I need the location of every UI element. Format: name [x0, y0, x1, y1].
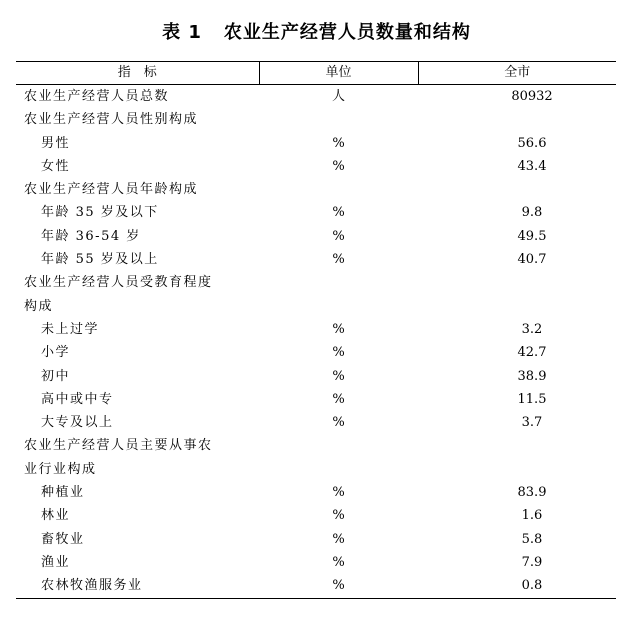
row-value: 3.7	[521, 415, 543, 431]
row-value: 43.4	[517, 158, 547, 174]
row-indicator: 农业生产经营人员性别构成	[24, 112, 199, 128]
header-unit: 单位	[259, 62, 418, 85]
row-indicator: 男性	[41, 135, 71, 151]
row-unit	[259, 458, 418, 481]
table-row	[16, 388, 616, 411]
table-row	[16, 225, 616, 248]
row-indicator: 年龄 35 岁及以下	[41, 205, 159, 221]
table-row	[16, 108, 616, 131]
table-row	[16, 528, 616, 551]
row-unit: 人	[331, 89, 345, 104]
row-unit: %	[259, 574, 418, 598]
table-row	[16, 481, 616, 504]
table-row	[16, 434, 616, 457]
row-indicator: 农业生产经营人员主要从事农	[24, 438, 213, 454]
row-value	[418, 271, 616, 294]
row-indicator: 畜牧业	[41, 531, 85, 547]
row-value: 1.6	[521, 508, 543, 524]
row-indicator: 初中	[41, 368, 71, 384]
table-row	[16, 318, 616, 341]
row-value: 5.8	[521, 531, 543, 547]
row-value	[418, 295, 616, 318]
table-header-row	[16, 62, 616, 85]
row-unit: %	[332, 368, 345, 384]
table-row	[16, 411, 616, 434]
row-unit: %	[332, 228, 345, 244]
row-value: 9.8	[521, 205, 543, 221]
row-value: 80932	[511, 89, 553, 104]
row-indicator: 构成	[24, 298, 54, 314]
header-value: 全市	[418, 62, 616, 85]
row-unit: %	[332, 345, 345, 361]
row-unit: %	[332, 391, 345, 407]
table-row	[16, 365, 616, 388]
row-unit	[259, 271, 418, 294]
table-row	[16, 155, 616, 178]
row-value: 83.9	[517, 485, 547, 501]
row-unit: %	[332, 205, 345, 221]
row-unit: %	[332, 321, 345, 337]
row-indicator: 渔业	[41, 554, 71, 570]
row-value: 40.7	[517, 252, 547, 268]
row-value: 11.5	[517, 391, 547, 407]
row-unit: %	[332, 508, 345, 524]
row-value: 49.5	[517, 228, 547, 244]
data-table	[16, 61, 616, 599]
row-indicator: 小学	[41, 345, 71, 361]
row-value: 56.6	[517, 135, 547, 151]
row-indicator: 年龄 55 岁及以上	[41, 252, 159, 268]
row-unit: %	[332, 485, 345, 501]
row-unit: %	[332, 158, 345, 174]
table-title	[0, 20, 633, 46]
table-number: 表 1	[162, 22, 202, 43]
table-row	[16, 574, 616, 598]
row-indicator: 农林牧渔服务业	[16, 574, 259, 598]
table-row	[16, 271, 616, 294]
table-row	[16, 295, 616, 318]
row-indicator: 农业生产经营人员受教育程度	[24, 275, 213, 291]
row-indicator: 年龄 36-54 岁	[41, 228, 141, 244]
row-value: 38.9	[517, 368, 547, 384]
row-value	[418, 434, 616, 457]
row-value: 7.9	[521, 554, 543, 570]
table-row	[16, 458, 616, 481]
table-row	[16, 248, 616, 271]
row-value: 3.2	[521, 321, 543, 337]
row-indicator: 农业生产经营人员总数	[24, 89, 170, 104]
row-unit: %	[332, 252, 345, 268]
row-indicator: 种植业	[41, 485, 85, 501]
row-unit: %	[332, 554, 345, 570]
row-unit	[259, 295, 418, 318]
row-unit: %	[332, 415, 345, 431]
row-indicator: 女性	[41, 158, 71, 174]
row-indicator: 高中或中专	[41, 391, 114, 407]
row-value: 42.7	[517, 345, 547, 361]
row-indicator: 农业生产经营人员年龄构成	[24, 182, 199, 198]
table-row	[16, 201, 616, 224]
row-value	[418, 178, 616, 201]
row-indicator: 业行业构成	[24, 461, 97, 477]
table-row	[16, 551, 616, 574]
header-indicator: 指 标	[16, 62, 259, 85]
row-indicator: 大专及以上	[41, 415, 114, 431]
table-row	[16, 85, 616, 109]
row-value: 0.8	[418, 574, 616, 598]
table-title-text: 农业生产经营人员数量和结构	[223, 22, 471, 43]
row-unit	[259, 434, 418, 457]
table-row	[16, 178, 616, 201]
table-row	[16, 132, 616, 155]
row-unit: %	[332, 135, 345, 151]
row-value	[418, 458, 616, 481]
row-unit: %	[332, 531, 345, 547]
row-value	[418, 108, 616, 131]
row-unit	[259, 178, 418, 201]
table-row	[16, 504, 616, 527]
table-row	[16, 341, 616, 364]
row-indicator: 未上过学	[41, 321, 100, 337]
row-unit	[259, 108, 418, 131]
row-indicator: 林业	[41, 508, 71, 524]
